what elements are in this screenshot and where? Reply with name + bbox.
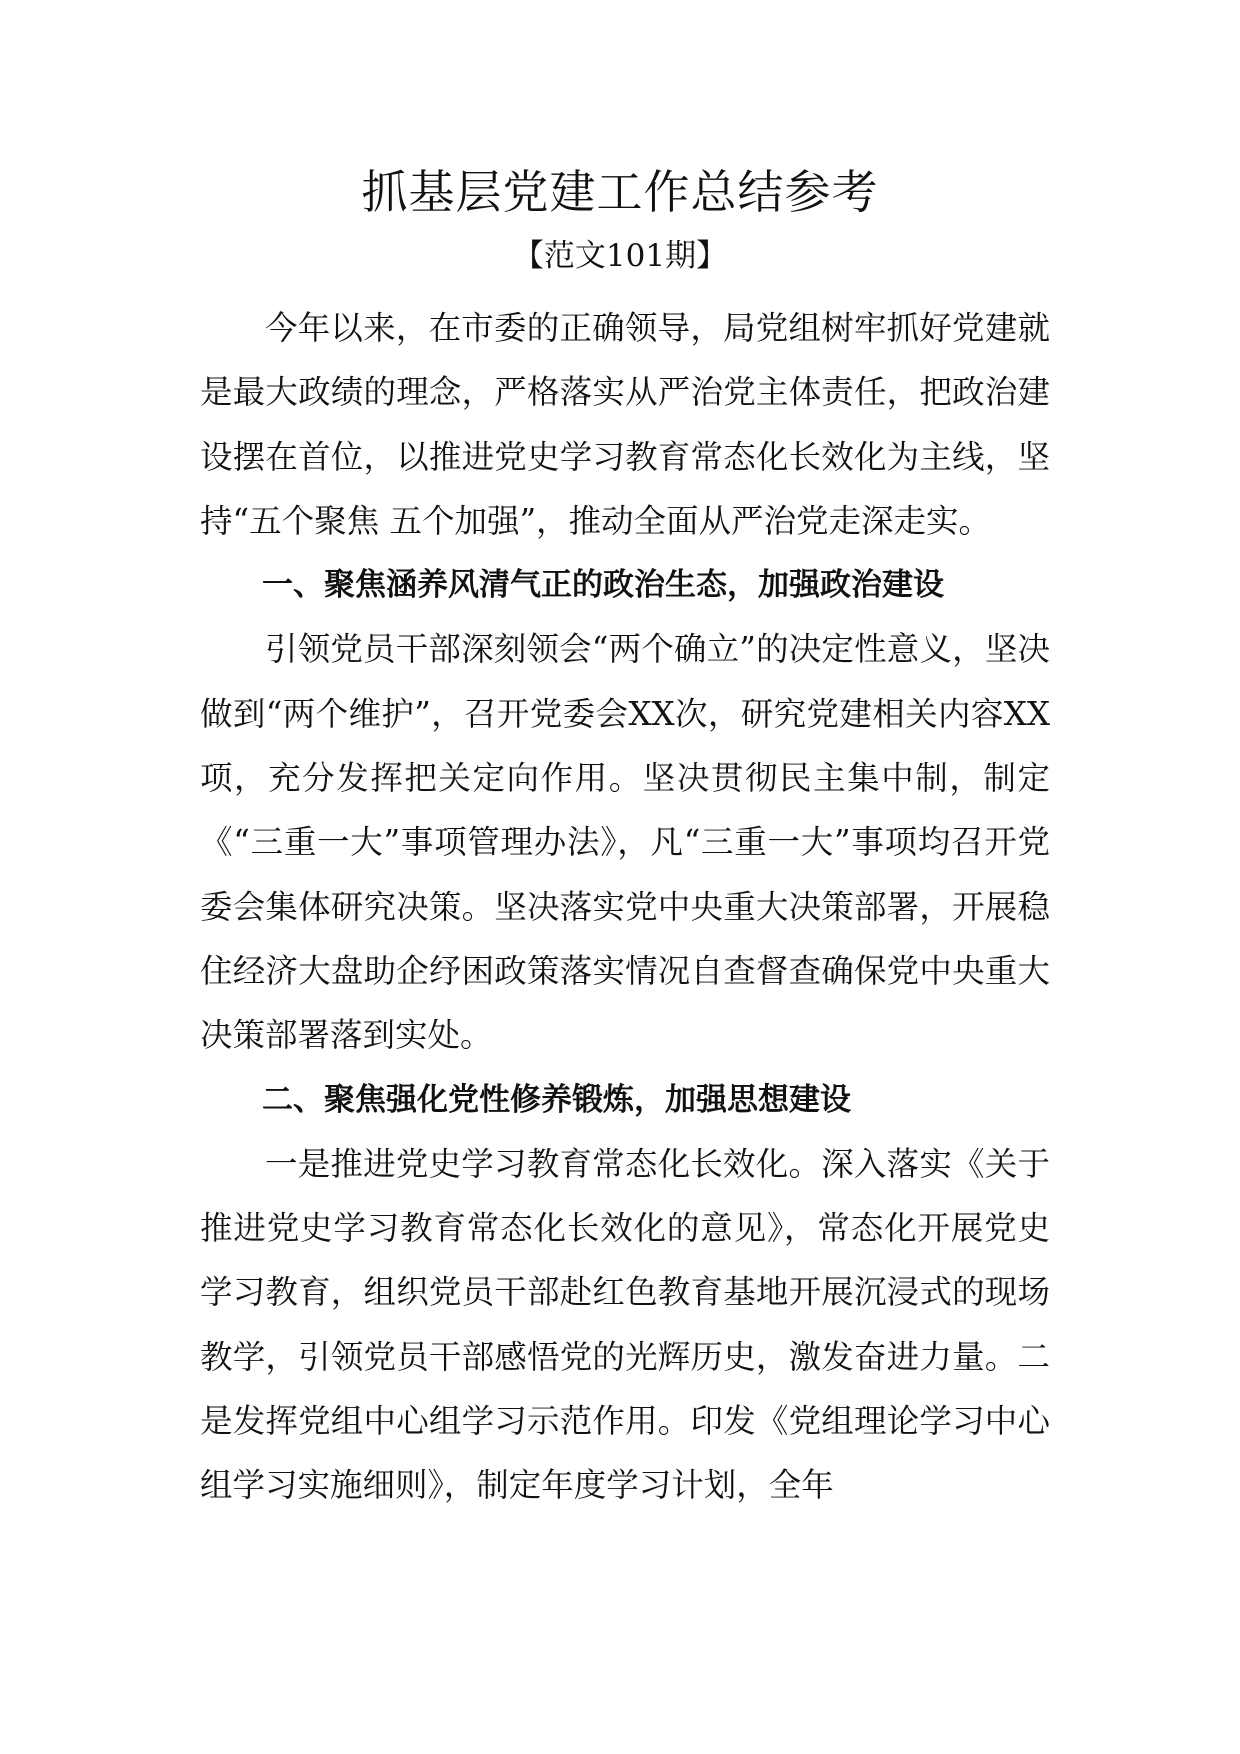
section-paragraph-1: 引领党员干部深刻领会“两个确立”的决定性意义，坚决做到“两个维护”，召开党委会XX次，研究党建相关内容XX项，充分发挥把关定向作用。坚决贯彻民主集中制，制定《“三重一大”事项管理办法》，凡“三重一大”事项均召开党委会集体研究决策。坚决落实党中央重大决策部署，开展稳住经济大盘助企纾困政策落实情况自查督查确保党中央重大决策部署落到实处。 xyxy=(200,630,1050,1055)
document-body xyxy=(200,296,1050,1518)
section-paragraph-2: 一是推进党史学习教育常态化长效化。深入落实《关于推进党史学习教育常态化长效化的意见》，常态化开展党史学习教育，组织党员干部赴红色教育基地开展沉浸式的现场教学，引领党员干部感悟党的光辉历史，激发奋进力量。二是发挥党组中心组学习示范作用。印发《党组理论学习中心组学习实施细则》，制定年度学习计划，全年 xyxy=(200,1144,1050,1505)
intro-paragraph: 今年以来，在市委的正确领导，局党组树牢抓好党建就是最大政绩的理念，严格落实从严治党主体责任，把政治建设摆在首位，以推进党史学习教育常态化长效化为主线，坚持“五个聚焦 五个加强”，推动全面从严治党走深走实。 xyxy=(200,309,1050,540)
document-title: 抓基层党建工作总结参考 xyxy=(361,165,879,219)
document-subtitle: 【范文101期】 xyxy=(512,238,728,274)
section-heading-1: 一、聚焦涵养风清气正的政治生态，加强政治建设 xyxy=(262,567,944,604)
section-heading-2: 二、聚焦强化党性修养锻炼，加强思想建设 xyxy=(262,1081,851,1118)
